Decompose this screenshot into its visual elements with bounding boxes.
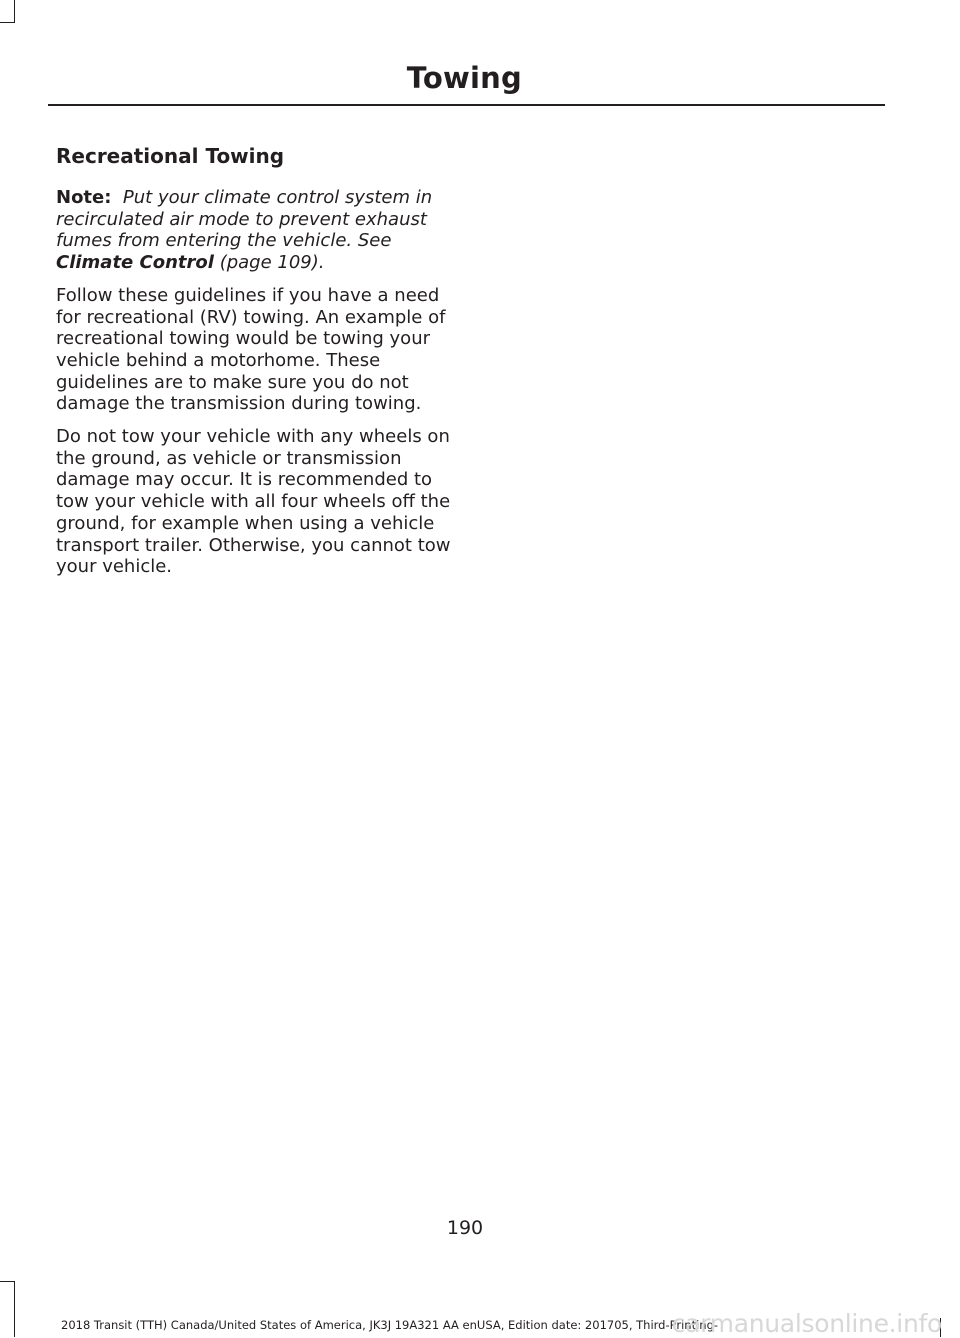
watermark: carmanualsonline.info [671, 1309, 942, 1338]
note-text: Put your climate control system in recirculated air mode to prevent exhaust fumes from entering the vehicle. See [56, 187, 433, 252]
body-paragraph: Follow these guidelines if you have a need for recreational (RV) towing. An example of recreational towing would be towing your vehicle behind a motorhome. These guidelines are to make sure you do not damage the transmission during towing. [56, 284, 446, 415]
header-rule [48, 104, 885, 106]
page-number: 190 [446, 1217, 484, 1239]
note-label: Note: [56, 187, 112, 208]
page-title: Towing [406, 61, 522, 95]
body-paragraph: Do not tow your vehicle with any wheels on the ground, as vehicle or transmission damage may occur. It is recommended to tow your vehicle with all four wheels off the ground, for example when using a vehicle transport trailer. Otherwise, you cannot tow your vehicle. [56, 426, 451, 578]
note-paragraph [56, 187, 454, 274]
section-heading: Recreational Towing [56, 144, 285, 168]
cross-reference-page: (page 109). [219, 252, 325, 274]
content-column [56, 141, 454, 589]
cross-reference-link[interactable]: Climate Control [56, 252, 214, 274]
crop-mark-bottom-left-horizontal [0, 1281, 15, 1282]
crop-mark-bottom-left-vertical [14, 1281, 15, 1337]
crop-mark-top-left-vertical [14, 0, 15, 22]
crop-mark-top-left-horizontal [0, 22, 15, 23]
footer-edition-text: 2018 Transit (TTH) Canada/United States of America, JK3J 19A321 AA enUSA, Edition date: 201705, Third-Printing- [61, 1318, 719, 1332]
